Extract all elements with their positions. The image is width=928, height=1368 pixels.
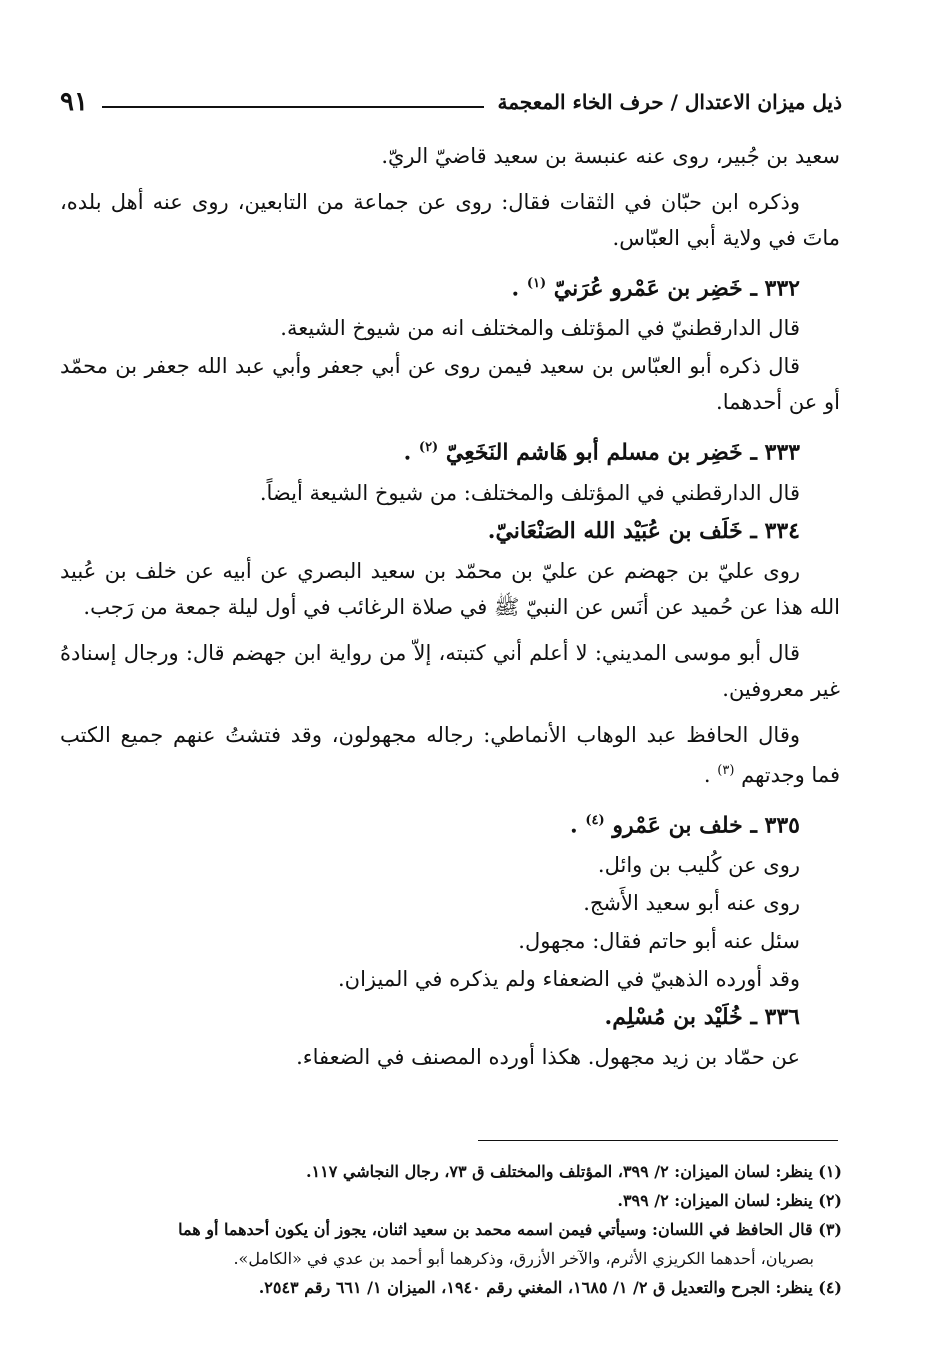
punct: . xyxy=(403,439,412,466)
paragraph: سعيد بن جُبير، روى عنه عنبسة بن سعيد قاضيّ الريّ. xyxy=(381,144,840,168)
footnote-4: (٤) ينظر: الجرح والتعديل ق ٢/ ١/ ١٦٨٥، المغني رقم ١٩٤٠، الميزان ١/ ٦٦١ رقم ٢٥٤٣. xyxy=(258,1278,842,1297)
line: روى عنه أبو سعيد الأَشج. xyxy=(583,890,800,915)
footnote-3: (٣) قال الحافظ في اللسان: وسيأتي فيمن اسمه محمد بن سعيد اثنان، يجوز أن يكون أحدهما أو هما xyxy=(178,1220,842,1239)
punct: . xyxy=(511,275,520,302)
entry-heading-333 xyxy=(60,430,840,470)
entry-heading-334: ٣٣٤ ـ خَلَف بن عُبَيْد الله الصَنْعَانيّ. xyxy=(487,517,800,544)
entry-heading-336: ٣٣٦ ـ خُلَيْد بن مُسْلِم. xyxy=(604,1003,800,1030)
footnote-2: (٢) ينظر: لسان الميزان: ٢/ ٣٩٩. xyxy=(617,1191,842,1210)
punct: . xyxy=(703,762,711,787)
paragraph: قال ذكره أبو العبّاس بن سعيد فيمن روى عن أبي جعفر وأبي عبد الله جعفر بن محمّد أو عن أحدهما. xyxy=(60,354,840,415)
paragraph: قال الدارقطنيّ في المؤتلف والمختلف انه من شيوخ الشيعة. xyxy=(280,316,800,341)
footnote-3-continued: بصريان، أحدهما الكريزي الأثرم، والآخر الأزرق، وذكرهما أبو أحمد بن عدي في «الكامل». xyxy=(233,1249,814,1268)
header-title: ذيل ميزان الاعتدال / حرف الخاء المعجمة xyxy=(497,90,842,114)
footnote-1: (١) ينظر: لسان الميزان: ٢/ ٣٩٩، المؤتلف والمختلف ق ٧٣، رجال النجاشي ١١٧. xyxy=(305,1162,842,1181)
paragraph: قال أبو موسى المديني: لا أعلم أني كتبته، إلاّ من رواية ابن جهضم قال: ورجال إسنادهُ غير معروفين. xyxy=(60,640,840,701)
entry-title: ٣٣٢ ـ خَضِر بن عَمْرو عُرَنيّ xyxy=(553,275,800,302)
header-rule xyxy=(102,106,484,108)
running-header xyxy=(60,82,842,122)
entry-title: ٣٣٥ ـ خلف بن عَمْرو xyxy=(612,811,800,838)
paragraph: وذكره ابن حبّان في الثقات فقال: روى عن جماعة من التابعين، روى عنه أهل بلده، ماتَ في ولاية أبي العبّاس. xyxy=(60,190,840,250)
footnote-ref: (٣) xyxy=(717,762,735,778)
entry-heading-335 xyxy=(60,803,840,843)
paragraph-text: وقال الحافظ عبد الوهاب الأنماطي: رجاله مجهولون، وقد فتشتُ عنهم جميع الكتب فما وجدتهم xyxy=(60,722,840,787)
line: سئل عنه أبو حاتم فقال: مجهول. xyxy=(518,928,800,953)
footnotes xyxy=(58,1158,842,1303)
footnote-ref: (٢) xyxy=(418,440,439,456)
line: عن حمّاد بن زيد مجهول. هكذا أورده المصنف في الضعفاء. xyxy=(296,1044,800,1069)
entry-title: ٣٣٣ ـ خَضِر بن مسلم أبو هَاشم النَخَعِيّ xyxy=(445,439,800,466)
paragraph xyxy=(60,717,840,793)
footnote-ref: (١) xyxy=(526,276,547,291)
line: روى عن كُليب بن وائل. xyxy=(597,852,800,877)
entry-heading-332 xyxy=(60,266,840,306)
footnote-ref: (٤) xyxy=(585,812,605,828)
paragraph: روى عليّ بن جهضم عن عليّ بن محمّد بن سعيد البصري عن أبيه عن خلف بن عُبيد الله هذا عن حُميد عن أنَس عن النبيّ ﷺ في صلاة الرغائب في أول ليلة جمعة من رَجب. xyxy=(60,558,840,619)
line: وقد أورده الذهبيّ في الضعفاء ولم يذكره في الميزان. xyxy=(338,966,800,991)
punct: . xyxy=(570,811,578,838)
page-number: ٩١ xyxy=(60,87,88,117)
paragraph: قال الدارقطني في المؤتلف والمختلف: من شيوخ الشيعة أيضاً. xyxy=(259,480,800,505)
footnote-separator xyxy=(478,1140,838,1141)
main-text xyxy=(60,138,840,1077)
